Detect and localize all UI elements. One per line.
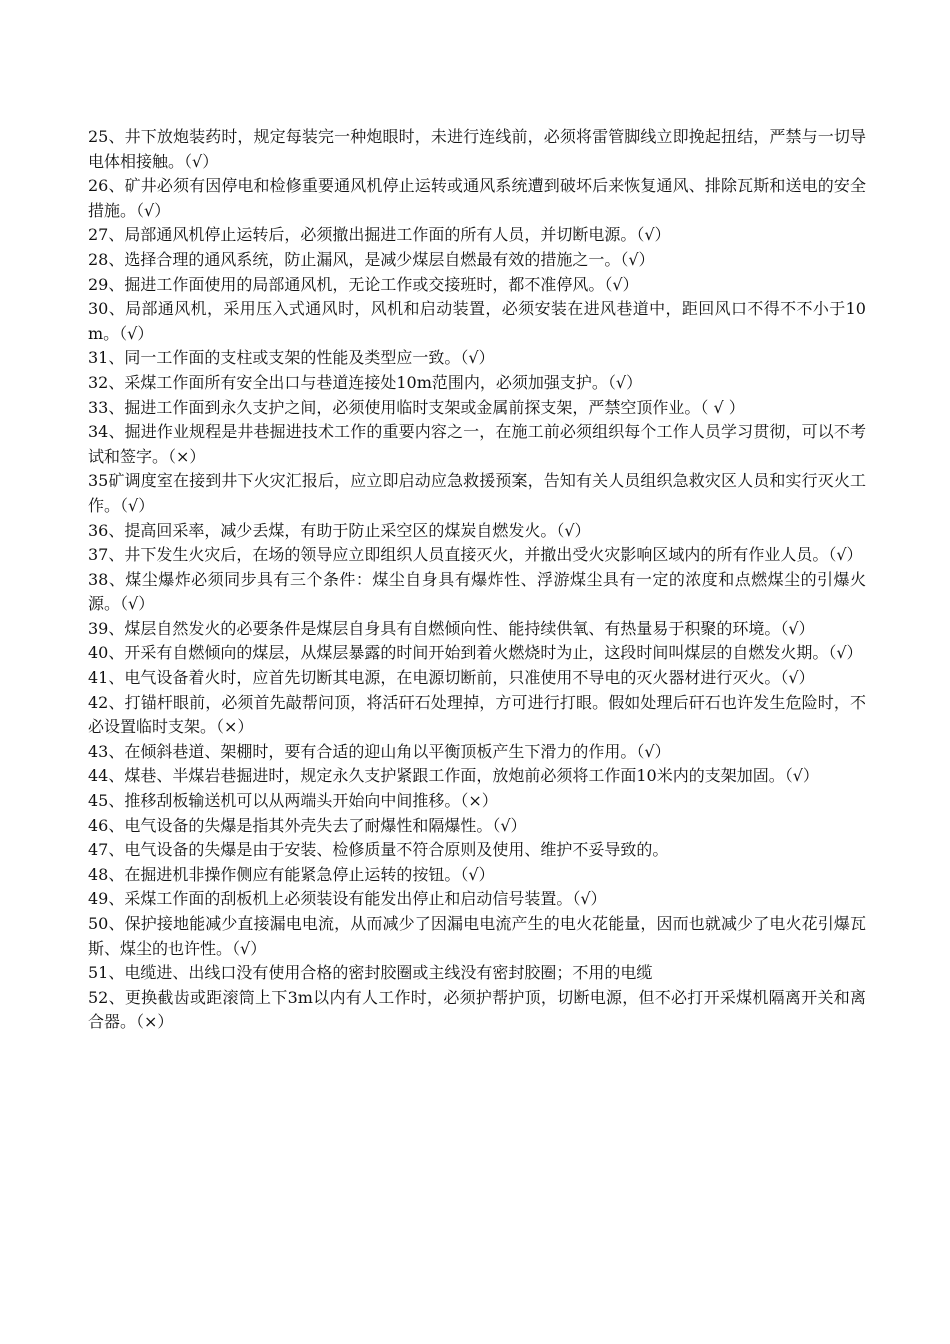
question-45: 45、推移刮板输送机可以从两端头开始向中间推移。（×） bbox=[88, 791, 498, 811]
question-30: 30、局部通风机，采用压入式通风时，风机和启动装置，必须安装在进风巷道中，距回风口不得不不小于10m。（√） bbox=[88, 299, 866, 343]
question-40: 40、开采有自燃倾向的煤层，从煤层暴露的时间开始到着火燃烧时为止，这段时间叫煤层的自燃发火期。（√） bbox=[88, 643, 863, 663]
question-29: 29、掘进工作面使用的局部通风机，无论工作或交接班时，都不准停风。（√） bbox=[88, 274, 639, 294]
question-34: 34、掘进作业规程是井巷掘进技术工作的重要内容之一，在施工前必须组织每个工作人员学习贯彻，可以不考试和签字。（×） bbox=[88, 422, 866, 466]
question-32: 32、采煤工作面所有安全出口与巷道连接处10m范围内，必须加强支护。（√） bbox=[88, 372, 643, 392]
question-42: 42、打锚杆眼前，必须首先敲帮问顶，将活矸石处理掉，方可进行打眼。假如处理后矸石也许发生危险时，不必设置临时支架。（×） bbox=[88, 692, 866, 737]
question-37: 37、井下发生火灾后，在场的领导应立即组织人员直接灭火，并撤出受火灾影响区域内的所有作业人员。（√） bbox=[88, 545, 863, 565]
question-25: 25、井下放炮装药时，规定每装完一种炮眼时，未进行连线前，必须将雷管脚线立即挽起扭结，严禁与一切导电体相接触。（√） bbox=[88, 127, 866, 171]
question-50: 50、保护接地能减少直接漏电电流，从而减少了因漏电电流产生的电火花能量，因而也就减少了电火花引爆瓦斯、煤尘的也许性。（√） bbox=[88, 914, 866, 958]
question-43: 43、在倾斜巷道、架棚时，要有合适的迎山角以平衡顶板产生下滑力的作用。（√） bbox=[88, 741, 671, 761]
question-26: 26、矿井必须有因停电和检修重要通风机停止运转或通风系统遭到破坏后来恢复通风、排除瓦斯和送电的安全措施。（√） bbox=[88, 176, 866, 220]
document-body bbox=[88, 125, 866, 1035]
question-33: 33、掘进工作面到永久支护之间，必须使用临时支架或金属前探支架，严禁空顶作业。（ √ ） bbox=[88, 397, 745, 417]
question-39: 39、煤层自然发火的必要条件是煤层自身具有自燃倾向性、能持续供氧、有热量易于积聚的环境。（√） bbox=[88, 618, 815, 638]
question-44: 44、煤巷、半煤岩巷掘进时，规定永久支护紧跟工作面，放炮前必须将工作面10米内的支架加固。（√） bbox=[88, 766, 819, 786]
question-35: 35矿调度室在接到井下火灾汇报后，应立即启动应急救援预案，告知有关人员组织急救灾区人员和实行灭火工作。（√） bbox=[88, 471, 866, 515]
question-49: 49、采煤工作面的刮板机上必须装设有能发出停止和启动信号装置。（√） bbox=[88, 889, 607, 909]
question-38: 38、煤尘爆炸必须同步具有三个条件：煤尘自身具有爆炸性、浮游煤尘具有一定的浓度和点燃煤尘的引爆火源。（√） bbox=[88, 569, 866, 614]
question-27: 27、局部通风机停止运转后，必须撤出掘进工作面的所有人员，并切断电源。（√） bbox=[88, 225, 671, 245]
question-46: 46、电气设备的失爆是指其外壳失去了耐爆性和隔爆性。（√） bbox=[88, 815, 527, 835]
question-28: 28、选择合理的通风系统，防止漏风，是减少煤层自燃最有效的措施之一。（√） bbox=[88, 249, 655, 269]
question-51: 51、电缆进、出线口没有使用合格的密封胶圈或主线没有密封胶圈；不用的电缆 bbox=[88, 963, 653, 983]
question-47: 47、电气设备的失爆是由于安装、检修质量不符合原则及使用、维护不妥导致的。 bbox=[88, 840, 669, 860]
question-52: 52、更换截齿或距滚筒上下3m以内有人工作时，必须护帮护顶，切断电源，但不必打开采煤机隔离开关和离合器。（×） bbox=[88, 987, 866, 1032]
question-31: 31、同一工作面的支柱或支架的性能及类型应一致。（√） bbox=[88, 348, 495, 368]
question-48: 48、在掘进机非操作侧应有能紧急停止运转的按钮。（√） bbox=[88, 864, 495, 884]
question-41: 41、电气设备着火时，应首先切断其电源，在电源切断前，只准使用不导电的灭火器材进行灭火。（√） bbox=[88, 668, 815, 688]
question-36: 36、提高回采率，减少丢煤，有助于防止采空区的煤炭自燃发火。（√） bbox=[88, 520, 591, 540]
